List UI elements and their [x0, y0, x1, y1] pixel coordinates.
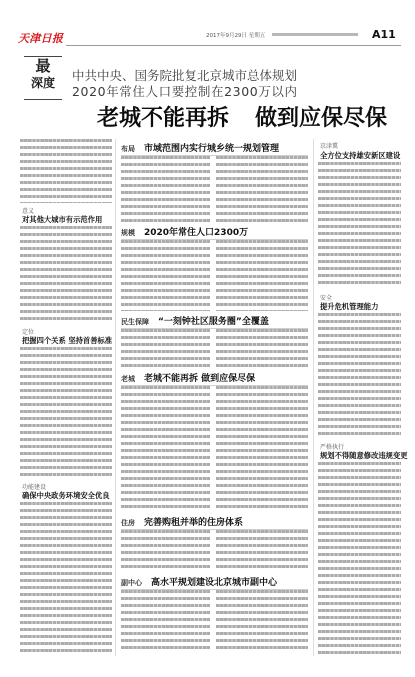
page-number: A11: [372, 28, 396, 41]
main-headline-part1: 老城不能再拆: [97, 106, 230, 131]
section-label: 规模: [121, 229, 135, 237]
body-text-block: [20, 139, 112, 203]
body-text-block: [121, 386, 210, 512]
section-title: “一刻钟社区服务圈”全覆盖: [158, 317, 269, 327]
middle-section-heading: [121, 141, 308, 156]
body-text-block: [216, 530, 308, 572]
section-label: 布局: [121, 145, 135, 153]
section-label: 京津冀: [320, 143, 339, 150]
header-rule: [66, 45, 401, 46]
section-label: 安全: [320, 295, 333, 302]
section-title: 把握四个关系 坚持首善标准: [22, 336, 113, 345]
main-headline: [97, 101, 387, 132]
body-text-block: [318, 162, 401, 288]
section-label: 定位: [22, 329, 35, 336]
section-title: 确保中央政务环境安全优良: [22, 491, 110, 500]
section-label: 意义: [22, 208, 35, 215]
section-title: 老城不能再拆 做到应保尽保: [144, 374, 256, 384]
middle-section-heading: [121, 225, 308, 240]
section-label: 老城: [121, 375, 135, 383]
body-text-block: [121, 156, 210, 222]
section-badge: [24, 56, 62, 100]
headline-kicker-2: 2020年常住人口要控制在2300万以内: [72, 84, 298, 99]
body-text-block: [318, 462, 401, 656]
section-label: 功能建设: [22, 484, 47, 491]
section-title: 对其他大城市有示范作用: [22, 215, 103, 224]
body-text-block: [216, 386, 308, 512]
body-text-block: [216, 329, 308, 369]
column-divider: [313, 139, 314, 656]
section-title: 2020年常住人口2300万: [144, 228, 249, 238]
section-title: 规划不得随意修改违规变更: [320, 451, 408, 460]
middle-section-heading: [121, 314, 308, 329]
issue-date: 2017年9月29日 星期五: [206, 33, 266, 39]
headline-kicker-1: 中共中央、国务院批复北京城市总体规划: [72, 68, 298, 83]
body-text-block: [121, 329, 210, 369]
middle-section-heading: [121, 575, 308, 590]
section-badge-line2: 深度: [30, 76, 55, 90]
body-text-block: [216, 590, 308, 652]
newspaper-logo: 天津日报: [18, 32, 64, 45]
middle-section-heading: [121, 515, 308, 530]
body-text-block: [121, 530, 210, 572]
body-text-block: [121, 240, 210, 311]
main-headline-part2: 做到应保尽保: [255, 106, 388, 131]
body-text-block: [318, 313, 401, 439]
header-editor-line: [272, 33, 358, 36]
body-text-block: [20, 226, 112, 324]
section-title: 全方位支持雄安新区建设: [320, 151, 401, 160]
body-text-block: [216, 156, 308, 222]
body-text-block: [20, 502, 112, 654]
middle-section-heading: [121, 371, 308, 386]
section-badge-line1: 最: [35, 57, 51, 75]
section-title: 提升危机管理能力: [320, 302, 379, 311]
section-label: 严格执行: [320, 444, 345, 451]
section-title: 完善购租并举的住房体系: [144, 518, 244, 528]
section-label: 副中心: [121, 579, 142, 587]
body-text-block: [216, 240, 308, 311]
section-label: 民生保障: [121, 318, 149, 326]
body-text-block: [20, 347, 112, 480]
section-label: 住房: [121, 519, 135, 527]
column-divider: [115, 139, 116, 656]
section-title: 高水平规划建设北京城市副中心: [151, 578, 278, 588]
body-text-block: [121, 590, 210, 652]
section-title: 市域范围内实行城乡统一规划管理: [144, 144, 280, 154]
